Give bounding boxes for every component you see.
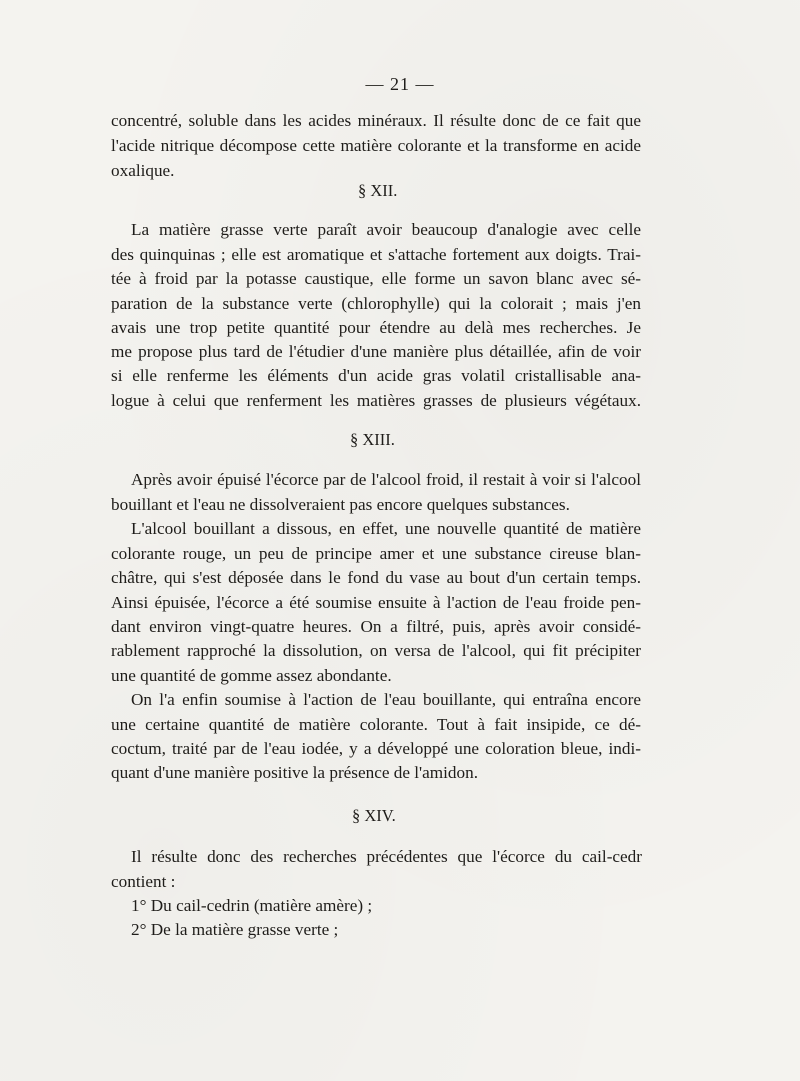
text-line: me propose plus tard de l'étudier d'une manière plus détaillée, afin de voir	[111, 343, 641, 361]
text-line: une quantité de gomme assez abondante.	[111, 666, 392, 685]
list-item: 1° Du cail-cedrin (matière amère) ;	[131, 896, 373, 915]
text-line: rablement rapproché la dissolution, on versa de l'alcool, qui fit précipiter	[111, 642, 641, 660]
text-line: Après avoir épuisé l'écorce par de l'alcool froid, il restait à voir si l'alcool	[131, 471, 641, 489]
section-heading: § XII.	[358, 181, 398, 200]
text-line: des quinquinas ; elle est aromatique et s'attache fortement aux doigts. Trai-	[111, 246, 641, 264]
text-line: si elle renferme les éléments d'un acide gras volatil cristallisable ana-	[111, 367, 641, 385]
list-item: 2° De la matière grasse verte ;	[131, 920, 339, 939]
text-line: concentré, soluble dans les acides minéraux. Il résulte donc de ce fait que	[111, 112, 641, 130]
text-line: colorante rouge, un peu de principe amer et une substance cireuse blan-	[111, 545, 641, 563]
section-heading: § XIII.	[350, 430, 395, 449]
text-line: avais une trop petite quantité pour étendre au delà mes recherches. Je	[111, 319, 641, 337]
text-line: oxalique.	[111, 161, 175, 180]
text-line: La matière grasse verte paraît avoir beaucoup d'analogie avec celle	[131, 221, 641, 239]
text-line: quant d'une manière positive la présence de l'amidon.	[111, 763, 479, 782]
text-line: coctum, traité par de l'eau iodée, y a développé une coloration bleue, indi-	[111, 740, 641, 758]
section-heading: § XIV.	[352, 806, 396, 825]
text-line: contient :	[111, 872, 176, 891]
text-line: dant environ vingt-quatre heures. On a filtré, puis, après avoir considé-	[111, 618, 641, 636]
text-line: tée à froid par la potasse caustique, elle forme un savon blanc avec sé-	[111, 270, 641, 288]
text-line: Il résulte donc des recherches précédentes que l'écorce du cail-cedr	[131, 848, 642, 866]
text-line: Ainsi épuisée, l'écorce a été soumise ensuite à l'action de l'eau froide pen-	[111, 594, 641, 612]
text-line: L'alcool bouillant a dissous, en effet, une nouvelle quantité de matière	[131, 520, 641, 538]
page-number: — 21 —	[365, 74, 435, 94]
text-line: l'acide nitrique décompose cette matière colorante et la transforme en acide	[111, 137, 641, 155]
text-line: bouillant et l'eau ne dissolveraient pas encore quelques substances.	[111, 495, 570, 514]
text-line: châtre, qui s'est déposée dans le fond du vase au bout d'un certain temps.	[111, 569, 641, 587]
text-line: paration de la substance verte (chlorophylle) qui la colorait ; mais j'en	[111, 295, 641, 313]
text-line: une certaine quantité de matière colorante. Tout à fait insipide, ce dé-	[111, 716, 641, 734]
text-line: On l'a enfin soumise à l'action de l'eau bouillante, qui entraîna encore	[131, 691, 641, 709]
text-line: logue à celui que renferment les matières grasses de plusieurs végétaux.	[111, 392, 641, 410]
